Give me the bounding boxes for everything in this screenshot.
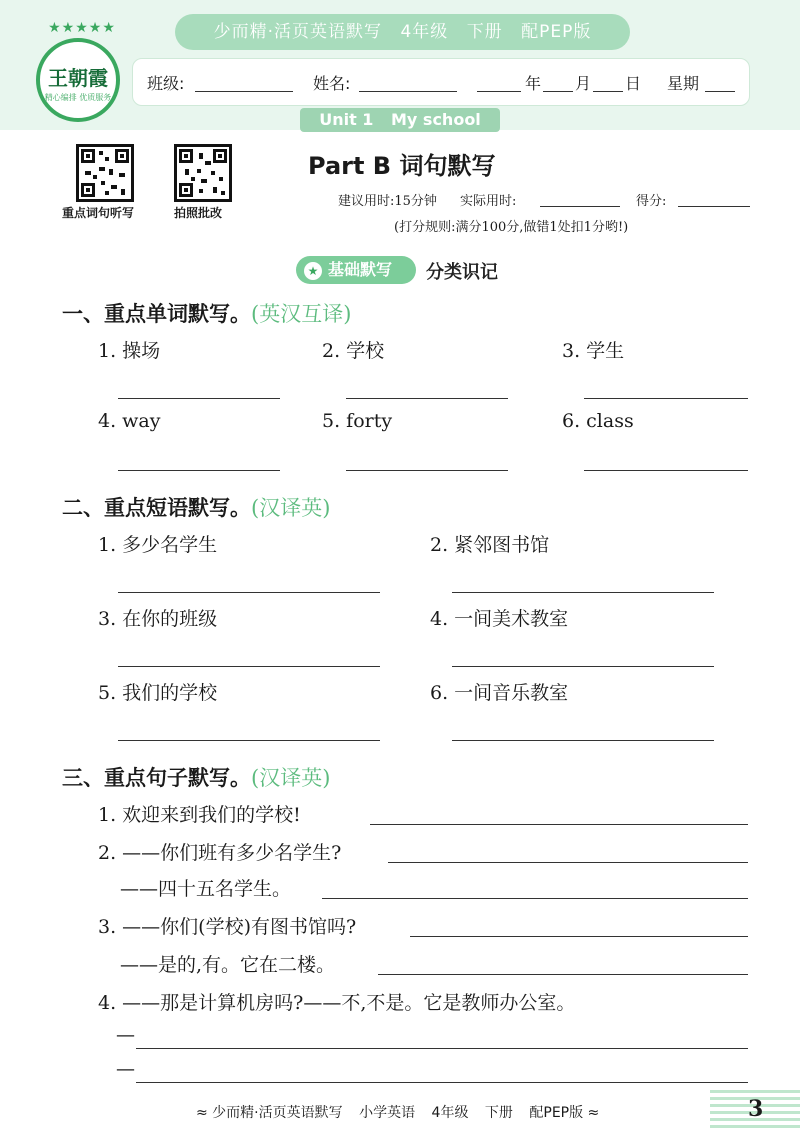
series-edition: 配PEP版 xyxy=(521,22,592,42)
answer-line[interactable] xyxy=(388,862,748,863)
footer-text xyxy=(190,1102,605,1122)
scoring-rule: (打分规则:满分100分,做错1处扣1分哟!) xyxy=(394,220,629,235)
week-field[interactable] xyxy=(705,91,735,92)
word-item: 6. class xyxy=(562,410,634,432)
answer-line[interactable] xyxy=(118,666,380,667)
answer-line[interactable] xyxy=(452,740,714,741)
answer-line[interactable] xyxy=(136,1048,748,1049)
classify-label: 分类识记 xyxy=(426,262,498,283)
unit-title: My school xyxy=(391,110,481,129)
qr-code-icon[interactable] xyxy=(174,144,232,202)
phrase-item: 6. 一间音乐教室 xyxy=(430,682,569,704)
series-volume: 下册 xyxy=(466,22,503,42)
score-field[interactable] xyxy=(678,206,750,207)
answer-line[interactable] xyxy=(452,592,714,593)
page-title: Part B 词句默写 xyxy=(308,152,496,180)
section-3-heading xyxy=(62,762,330,792)
actual-time-field[interactable] xyxy=(540,206,620,207)
phrase-item: 5. 我们的学校 xyxy=(98,682,218,704)
phrase-item: 4. 一间美术教室 xyxy=(430,608,569,630)
unit-banner xyxy=(300,108,500,132)
qr-label-photo-grading: 拍照批改 xyxy=(174,206,223,220)
answer-line[interactable] xyxy=(136,1082,748,1083)
word-item: 5. forty xyxy=(322,410,393,432)
dialogue-dash: — xyxy=(116,1058,135,1080)
suggested-time: 建议用时:15分钟 xyxy=(338,194,437,209)
dialogue-dash: — xyxy=(116,1024,135,1046)
basic-dictation-pill xyxy=(296,256,416,284)
word-item: 2. 学校 xyxy=(322,340,385,362)
section-3-title: 三、重点句子默写。 xyxy=(62,766,251,790)
answer-line[interactable] xyxy=(346,398,508,399)
answer-line[interactable] xyxy=(378,974,748,975)
class-label: 班级: xyxy=(147,74,185,93)
pill-label: 基础默写 xyxy=(328,260,393,279)
month-field[interactable] xyxy=(543,91,573,92)
answer-line[interactable] xyxy=(118,592,380,593)
sentence-item: 4. ——那是计算机房吗?——不,不是。它是教师办公室。 xyxy=(98,992,576,1014)
stars-icon: ★★★★★ xyxy=(48,20,116,36)
series-banner xyxy=(175,14,630,50)
footer-subject: 小学英语 xyxy=(359,1105,416,1121)
answer-line[interactable] xyxy=(118,470,280,471)
section-1-title: 一、重点单词默写。 xyxy=(62,302,251,326)
phrase-item: 1. 多少名学生 xyxy=(98,534,218,556)
series-grade: 4年级 xyxy=(400,22,449,42)
footer-series: ≈ 少而精·活页英语默写 xyxy=(196,1105,343,1121)
unit-number: Unit 1 xyxy=(319,110,374,129)
week-label: 星期 xyxy=(667,74,700,93)
section-2-title: 二、重点短语默写。 xyxy=(62,496,251,520)
qr-code-icon[interactable] xyxy=(76,144,134,202)
footer-edition: 配PEP版 ≈ xyxy=(529,1105,600,1121)
page-number: 3 xyxy=(748,1096,764,1122)
section-1-heading xyxy=(62,298,351,328)
word-item: 3. 学生 xyxy=(562,340,625,362)
section-2-heading xyxy=(62,492,330,522)
series-title: 少而精·活页英语默写 xyxy=(213,22,383,42)
section-3-hint: (汉译英) xyxy=(251,766,331,790)
medal-icon: ★ xyxy=(304,262,322,280)
answer-line[interactable] xyxy=(584,398,748,399)
publisher-logo xyxy=(36,20,120,122)
class-field[interactable] xyxy=(195,91,293,92)
word-item: 1. 操场 xyxy=(98,340,161,362)
word-item: 4. way xyxy=(98,410,161,432)
footer-grade: 4年级 xyxy=(431,1105,469,1121)
answer-line[interactable] xyxy=(584,470,748,471)
month-label: 月 xyxy=(575,74,592,93)
year-label: 年 xyxy=(525,74,542,93)
logo-tagline: 精心编排 优质服务 xyxy=(44,93,112,102)
sentence-item: 3. ——你们(学校)有图书馆吗? xyxy=(98,916,357,938)
phrase-item: 3. 在你的班级 xyxy=(98,608,218,630)
sentence-item: 2. ——你们班有多少名学生? xyxy=(98,842,342,864)
day-field[interactable] xyxy=(593,91,623,92)
phrase-item: 2. 紧邻图书馆 xyxy=(430,534,550,556)
footer xyxy=(0,1090,800,1132)
section-1-hint: (英汉互译) xyxy=(251,302,352,326)
answer-line[interactable] xyxy=(370,824,748,825)
qr-label-dictation: 重点词句听写 xyxy=(62,206,135,220)
answer-line[interactable] xyxy=(322,898,748,899)
answer-line[interactable] xyxy=(410,936,748,937)
sentence-item: 1. 欢迎来到我们的学校! xyxy=(98,804,301,826)
logo-name: 王朝霞 xyxy=(48,66,108,90)
name-label: 姓名: xyxy=(313,74,351,93)
answer-line[interactable] xyxy=(118,398,280,399)
day-label: 日 xyxy=(625,74,642,93)
answer-line[interactable] xyxy=(452,666,714,667)
name-field[interactable] xyxy=(359,91,457,92)
actual-time-label: 实际用时: xyxy=(460,194,517,209)
year-field[interactable] xyxy=(477,91,521,92)
answer-line[interactable] xyxy=(346,470,508,471)
section-2-hint: (汉译英) xyxy=(251,496,331,520)
sentence-item: ——四十五名学生。 xyxy=(120,878,292,900)
student-info-box xyxy=(132,58,750,106)
sentence-item: ——是的,有。它在二楼。 xyxy=(120,954,336,976)
answer-line[interactable] xyxy=(118,740,380,741)
footer-volume: 下册 xyxy=(484,1105,513,1121)
score-label: 得分: xyxy=(636,194,667,209)
